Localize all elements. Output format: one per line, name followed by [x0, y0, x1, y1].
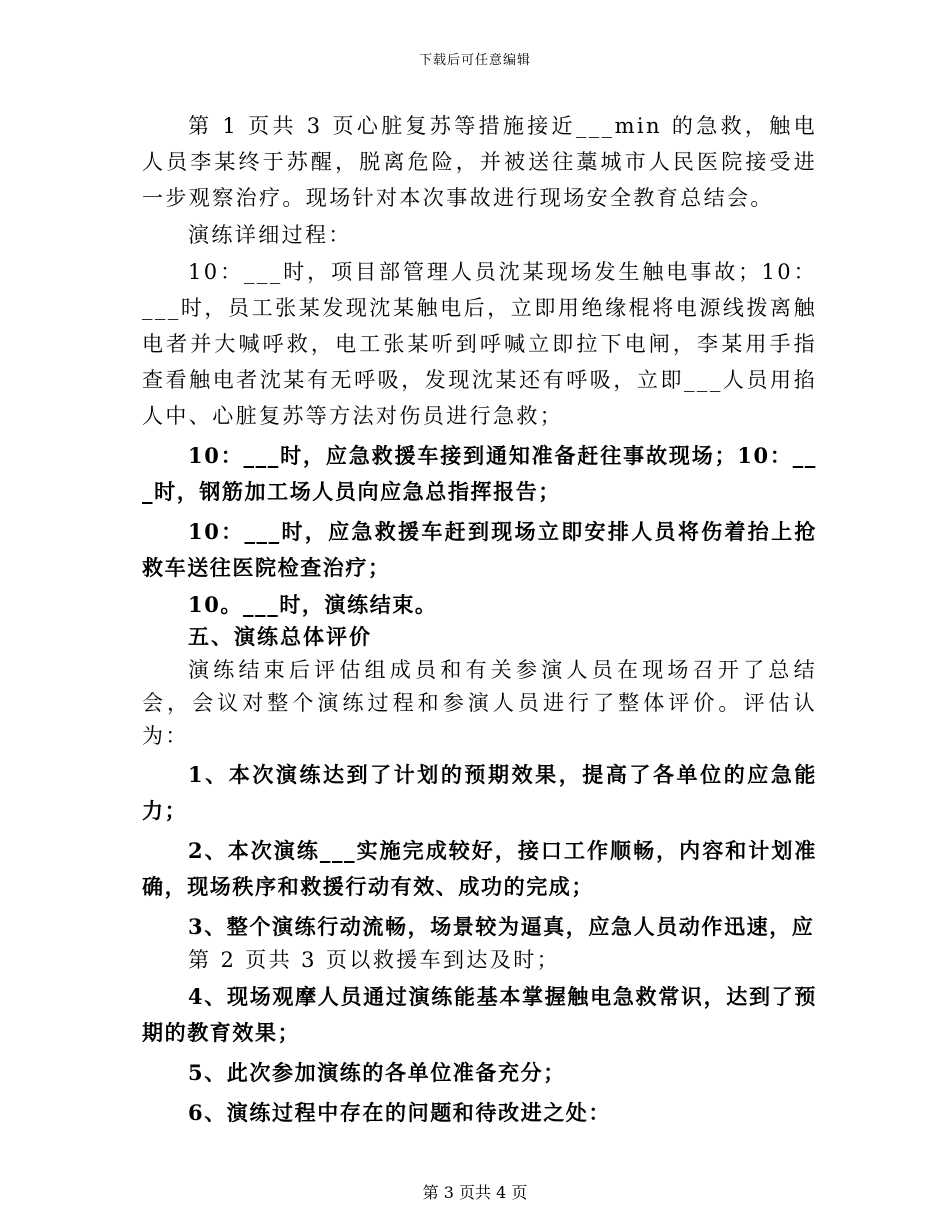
- section-heading-evaluation: 五、演练总体评价: [188, 624, 372, 649]
- paragraph-rescue-result: 第 1 页共 3 页心脏复苏等措施接近___min 的急救，触电人员李某终于苏醒，脱离危险，并被送往藁城市人民医院接受进一步观察治疗。现场针对本次事故进行现场安全教育总结会。: [142, 114, 817, 210]
- list-item-evaluation-3: 3、整个演练行动流畅，场景较为逼真，应急人员动作迅速，应: [188, 914, 815, 939]
- paragraph-drill-process-title: 演练详细过程：: [188, 223, 352, 247]
- page-footer: 第 3 页共 4 页: [422, 1183, 528, 1202]
- list-item-evaluation-5: 5、此次参加演练的各单位准备充分；: [188, 1060, 566, 1085]
- paragraph-drill-timeline-2: 10：___时，应急救援车接到通知准备赶往事故现场；10：___时，钢筋加工场人员向应急总指挥报告；: [142, 443, 817, 504]
- paragraph-drill-timeline-3: 10：___时，应急救援车赶到现场立即安排人员将伤着抬上抢救车送往医院检查治疗；: [142, 519, 817, 580]
- document-body: [142, 108, 817, 1131]
- page-header: 下载后可任意编辑: [418, 53, 531, 68]
- list-item-evaluation-4: 4、现场观摩人员通过演练能基本掌握触电急救常识，达到了预期的教育效果；: [142, 984, 817, 1045]
- paragraph-drill-end: 10。___时，演练结束。: [188, 592, 438, 617]
- list-item-evaluation-2: 2、本次演练___实施完成较好，接口工作顺畅，内容和计划准确，现场秩序和救援行动有效、成功的完成；: [142, 838, 817, 899]
- paragraph-page-break-continuation: 第 2 页共 3 页以救援车到达及时；: [188, 948, 561, 972]
- list-item-evaluation-1: 1、本次演练达到了计划的预期效果，提高了各单位的应急能力；: [142, 762, 817, 823]
- paragraph-drill-timeline-1: 10：___时，项目部管理人员沈某现场发生触电事故；10：___时，员工张某发现沈某触电后，立即用绝缘棍将电源线拨离触电者并大喊呼救，电工张某听到呼喊立即拉下电闸，李某用手指查看触电者沈某有无呼吸，发现沈某还有呼吸，立即___人员用掐人中、心脏复苏等方法对伤员进行急救；: [142, 260, 817, 428]
- paragraph-evaluation-intro: 演练结束后评估组成员和有关参演人员在现场召开了总结会，会议对整个演练过程和参演人员进行了整体评价。评估认为：: [142, 658, 817, 748]
- list-item-evaluation-6: 6、演练过程中存在的问题和待改进之处：: [188, 1100, 612, 1125]
